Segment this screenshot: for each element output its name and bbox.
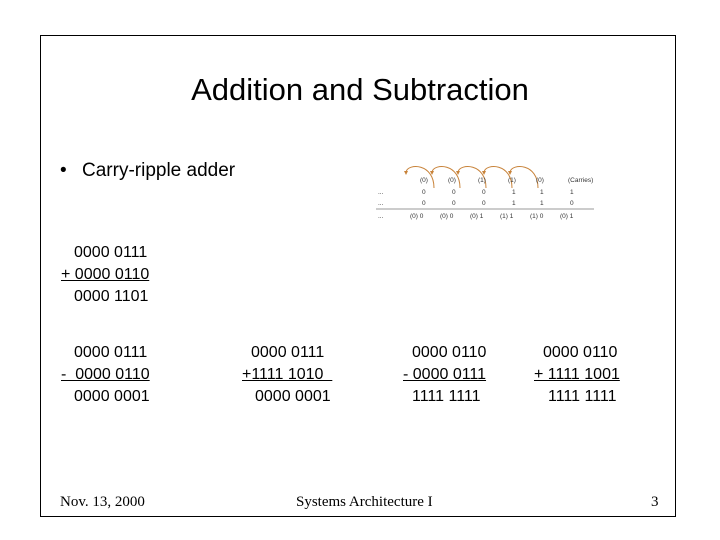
row3-cell: (0) 0 <box>410 213 424 220</box>
row1-cell: 0 <box>422 189 426 196</box>
row2-cell: 0 <box>422 200 426 207</box>
row2-cell: 0 <box>452 200 456 207</box>
result: 0000 0001 <box>74 388 150 405</box>
row2-cell: 1 <box>540 200 544 207</box>
result: 1111 1111 <box>548 388 617 405</box>
bullet-item <box>60 160 235 182</box>
row1-cell: 0 <box>452 189 456 196</box>
operand-2: - 0000 0111 <box>403 366 487 383</box>
carry-4: (0) <box>536 177 544 184</box>
row3-prefix: ... <box>378 213 384 220</box>
footer-date: Nov. 13, 2000 <box>60 494 145 510</box>
carry-ripple-diagram <box>372 158 612 226</box>
page-number: 3 <box>651 494 659 510</box>
operand-1: 0000 0110 <box>412 344 487 361</box>
row3-cell: (0) 0 <box>440 213 454 220</box>
row3-cell: (1) 1 <box>500 213 514 220</box>
slide-title: Addition and Subtraction <box>191 72 529 107</box>
row3-cell: (0) 1 <box>560 213 574 220</box>
negative-result-example <box>403 342 486 408</box>
complement-addition-example <box>242 342 332 408</box>
bullet-marker: • <box>60 160 67 181</box>
row1-cell: 1 <box>512 189 516 196</box>
operand-2: +1111 1010 <box>242 366 333 383</box>
carry-0: (0) <box>420 177 428 184</box>
carry-1: (0) <box>448 177 456 184</box>
row2-prefix: ... <box>378 200 384 207</box>
carry-2: (1) <box>478 177 486 184</box>
result: 1111 1111 <box>412 388 481 405</box>
row1-prefix: ... <box>378 189 384 196</box>
negative-complement-example <box>534 342 620 408</box>
addition-example <box>61 242 149 308</box>
row1-cell: 1 <box>570 189 574 196</box>
carries-label: (Carries) <box>568 177 594 184</box>
row1-cell: 1 <box>540 189 544 196</box>
carry-3: (1) <box>508 177 516 184</box>
row2-cell: 0 <box>570 200 574 207</box>
row3-cell: (0) 1 <box>470 213 484 220</box>
operand-1: 0000 0111 <box>74 244 148 261</box>
row1-cell: 0 <box>482 189 486 196</box>
operand-2: + 1111 1001 <box>534 366 620 383</box>
row3-cell: (1) 0 <box>530 213 544 220</box>
result: 0000 0001 <box>255 388 331 405</box>
result: 0000 1101 <box>74 288 149 305</box>
subtraction-example <box>61 342 150 408</box>
operand-2: + 0000 0110 <box>61 266 150 283</box>
footer-course: Systems Architecture I <box>296 494 433 510</box>
bullet-text: Carry-ripple adder <box>82 160 236 181</box>
operand-1: 0000 0110 <box>543 344 618 361</box>
row2-cell: 0 <box>482 200 486 207</box>
row2-cell: 1 <box>512 200 516 207</box>
operand-1: 0000 0111 <box>251 344 325 361</box>
operand-2: - 0000 0110 <box>61 366 150 383</box>
operand-1: 0000 0111 <box>74 344 148 361</box>
